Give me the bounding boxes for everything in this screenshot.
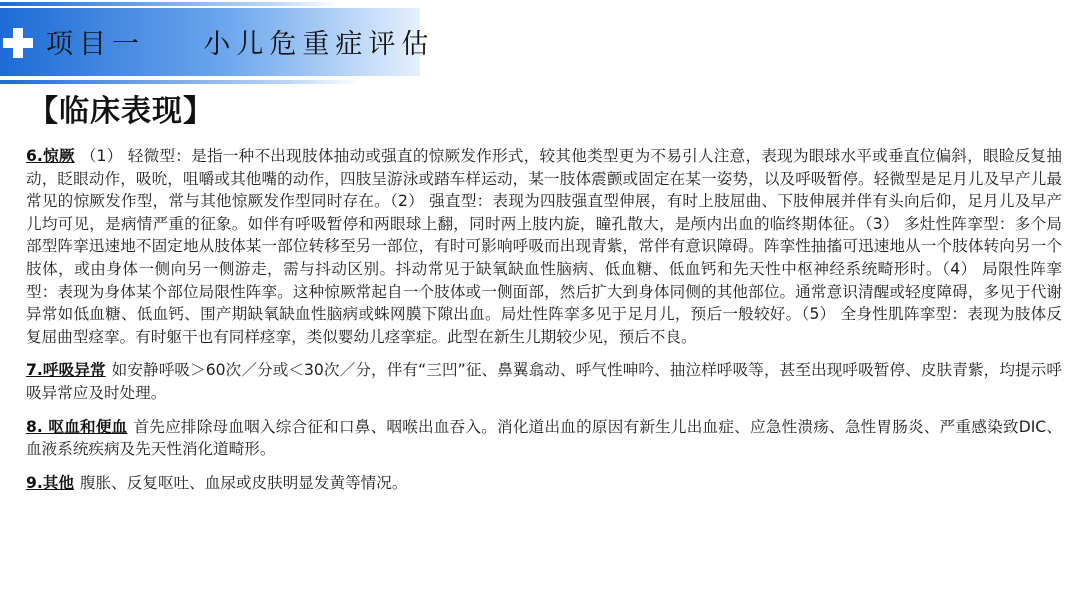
- header-stripe-top: [0, 2, 340, 6]
- paragraph-text: 腹胀、反复呕吐、血尿或皮肤明显发黄等情况。: [79, 473, 408, 492]
- header-stripe-bottom: [0, 80, 360, 84]
- paragraph-convulsion: [26, 145, 1062, 348]
- paragraph-label: 8. 呕血和便血: [26, 417, 128, 436]
- paragraph-label: 9.其他: [26, 473, 74, 492]
- content-body: [26, 145, 1062, 505]
- paragraph-bleeding: [26, 416, 1062, 461]
- paragraph-text: （1） 轻微型：是指一种不出现肢体抽动或强直的惊厥发作形式，较其他类型更为不易引人注意，表现为眼球水平或垂直位偏斜，眼睑反复抽动，眨眼动作，吸吮，咀嚼或其他嘴的动作，四肢呈游泳或踏车样运动，某一肢体震颤或固定在某一姿势，以及呼吸暂停。轻微型是足月儿及早产儿最常见的惊厥发作型，常与其他惊厥发作型同时存在。（2） 强直型：表现为四肢强直型伸展，有时上肢屈曲、下肢伸展并伴有头向后仰，足月儿及早产儿均可见，是病情严重的征象。如伴有呼吸暂停和两眼球上翻，同时两上肢内旋，瞳孔散大，是颅内出血的临终期体征。（3） 多灶性阵挛型：多个局部型阵挛迅速地不固定地从肢体某一部位转移至另一部位，有时可影响呼吸而出现青紫，常伴有意识障碍。阵挛性抽搐可迅速地从一个肢体转向另一个肢体，或由身体一侧向另一侧游走，需与抖动区别。抖动常见于缺氧缺血性脑病、低血糖、低血钙和先天性中枢神经系统畸形时。（4） 局限性阵挛型：表现为身体某个部位局限性阵挛。这种惊厥常起自一个肢体或一侧面部，然后扩大到身体同侧的其他部位。通常意识清醒或轻度障碍，多见于代谢异常如低血糖、低血钙、围产期缺氧缺血性脑病或蛛网膜下隙出血。局灶性阵挛多见于足月儿，预后一般较好。（5） 全身性肌阵挛型：表现为肢体反复屈曲型痉挛。有时躯干也有同样痉挛，类似婴幼儿痉挛症。此型在新生儿期较少见，预后不良。: [26, 147, 1062, 346]
- paragraph-text: 首先应排除母血咽入综合征和口鼻、咽喉出血吞入。消化道出血的原因有新生儿出血症、应急性溃疡、急性胃肠炎、严重感染致DIC、血液系统疾病及先天性消化道畸形。: [26, 417, 1063, 459]
- paragraph-label: 6.惊厥: [26, 147, 75, 165]
- section-title: 【临床表现】: [28, 94, 214, 129]
- plus-icon: [3, 28, 33, 58]
- paragraph-other: [26, 472, 1062, 495]
- paragraph-respiratory: [26, 359, 1062, 404]
- header-title: 项目一 小儿危重症评估: [46, 29, 435, 60]
- paragraph-text: 如安静呼吸＞60次／分或＜30次／分，伴有“三凹”征、鼻翼翕动、呼气性呻吟、抽泣样呼吸等，甚至出现呼吸暂停、皮肤青紫，均提示呼吸异常应及时处理。: [26, 361, 1062, 402]
- paragraph-label: 7.呼吸异常: [26, 361, 106, 380]
